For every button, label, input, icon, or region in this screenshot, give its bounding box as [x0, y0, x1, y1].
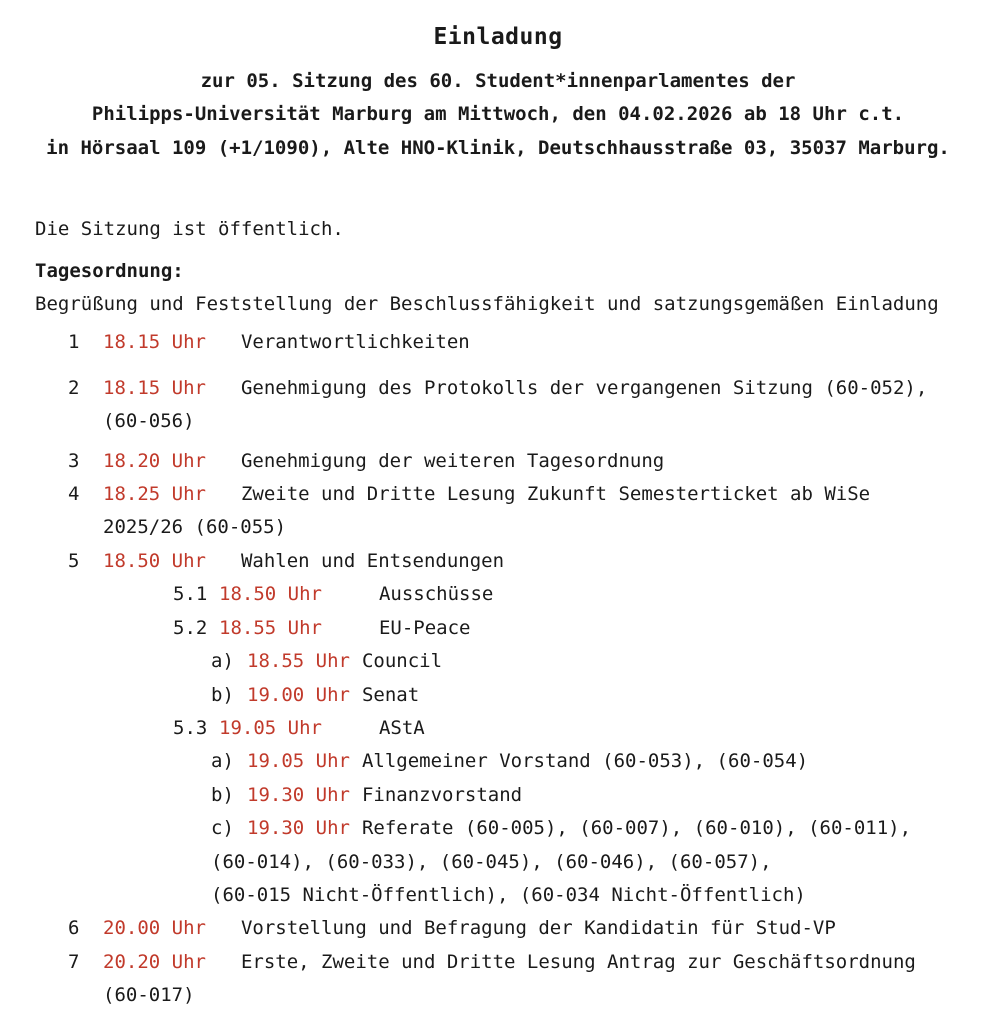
agenda-item-1 — [35, 326, 961, 359]
agenda-item-4 — [35, 478, 961, 545]
agenda-item-main-line — [68, 946, 961, 979]
public-session-note: Die Sitzung ist öffentlich. — [35, 218, 344, 241]
item-text: Verantwortlichkeiten — [240, 331, 470, 354]
agenda-item-main-line — [68, 545, 961, 578]
agenda-item-main-line — [68, 372, 961, 405]
item-time: 20.00 Uhr — [103, 917, 206, 940]
item-text: Genehmigung der weiteren Tagesordnung — [240, 449, 665, 472]
agenda-item-9 — [35, 679, 961, 712]
item-number: 1 — [68, 331, 80, 354]
item-time: 19.05 Uhr — [247, 750, 350, 773]
agenda-item-8 — [35, 645, 961, 678]
agenda-item-main-line — [211, 779, 961, 812]
item-number: c) — [211, 817, 234, 840]
agenda-item-main-line — [211, 745, 961, 778]
item-number: 6 — [68, 917, 80, 940]
agenda-item-7 — [35, 612, 961, 645]
agenda-item-5 — [35, 545, 961, 578]
item-number: 7 — [68, 950, 80, 973]
agenda-item-12 — [35, 779, 961, 812]
item-continuation-line: 2025/26 (60-055) — [103, 516, 287, 539]
agenda-item-11 — [35, 745, 961, 778]
item-number: 3 — [68, 449, 80, 472]
agenda-intro: Begrüßung und Feststellung der Beschlussfähigkeit und satzungsgemäßen Einladung — [35, 293, 939, 316]
agenda-item-main-line — [173, 712, 961, 745]
item-number: 5.3 — [173, 716, 208, 739]
agenda-list — [35, 326, 961, 1012]
item-text: EU-Peace — [378, 616, 471, 639]
item-time: 18.50 Uhr — [219, 583, 322, 606]
agenda-item-main-line — [173, 612, 961, 645]
agenda-item-main-line — [68, 445, 961, 478]
item-time: 18.55 Uhr — [247, 650, 350, 673]
agenda-heading: Tagesordnung: — [35, 259, 184, 282]
agenda-item-main-line — [211, 679, 961, 712]
agenda-item-14 — [35, 912, 961, 945]
item-time: 18.50 Uhr — [103, 549, 206, 572]
item-text: Wahlen und Entsendungen — [240, 549, 505, 572]
item-time: 19.00 Uhr — [247, 683, 350, 706]
item-continuation-line: (60-017) — [103, 984, 195, 1007]
item-text: Allgemeiner Vorstand (60-053), (60-054) — [361, 750, 809, 773]
agenda-item-13 — [35, 812, 961, 912]
agenda-item-2 — [35, 372, 961, 439]
agenda-item-main-line — [173, 578, 961, 611]
subtitle-line-date: Philipps-Universität Marburg am Mittwoch, den 04.02.2026 ab 18 Uhr c.t. — [91, 103, 905, 126]
item-number: 5.1 — [173, 583, 208, 606]
agenda-item-main-line — [68, 326, 961, 359]
item-time: 20.20 Uhr — [103, 950, 206, 973]
item-number: a) — [211, 750, 234, 773]
item-time: 18.15 Uhr — [103, 331, 206, 354]
item-text: Council — [361, 650, 443, 673]
item-continuation-line: (60-014), (60-033), (60-045), (60-046), (60-057), — [211, 850, 772, 873]
agenda-item-15 — [35, 946, 961, 1013]
meeting-subtitle — [35, 65, 961, 165]
item-text: Ausschüsse — [378, 583, 494, 606]
agenda-item-6 — [35, 578, 961, 611]
agenda-item-main-line — [68, 478, 961, 511]
item-time: 19.30 Uhr — [247, 783, 350, 806]
item-continuation-line: (60-015 Nicht-Öffentlich), (60-034 Nicht-Öffentlich) — [211, 883, 806, 906]
item-time: 18.15 Uhr — [103, 376, 206, 399]
item-text: Finanzvorstand — [361, 783, 523, 806]
subtitle-line-location: in Hörsaal 109 (+1/1090), Alte HNO-Klinik, Deutschhausstraße 03, 35037 Marburg. — [46, 136, 950, 159]
item-number: 4 — [68, 483, 80, 506]
item-number: b) — [211, 683, 234, 706]
item-text: Referate (60-005), (60-007), (60-010), (60-011), — [361, 817, 912, 840]
item-text: AStA — [378, 716, 425, 739]
item-number: 5 — [68, 549, 80, 572]
item-number: 5.2 — [173, 616, 208, 639]
item-text: Erste, Zweite und Dritte Lesung Antrag zur Geschäftsordnung — [240, 950, 916, 973]
agenda-item-10 — [35, 712, 961, 745]
item-continuation-line: (60-056) — [103, 410, 195, 433]
agenda-item-main-line — [211, 812, 961, 845]
item-number: b) — [211, 783, 234, 806]
item-time: 18.25 Uhr — [103, 483, 206, 506]
item-time: 18.20 Uhr — [103, 449, 206, 472]
agenda-item-main-line — [68, 912, 961, 945]
agenda-item-3 — [35, 445, 961, 478]
item-text: Senat — [361, 683, 420, 706]
item-time: 19.05 Uhr — [219, 716, 322, 739]
item-time: 18.55 Uhr — [219, 616, 322, 639]
item-number: 2 — [68, 376, 80, 399]
item-time: 19.30 Uhr — [247, 817, 350, 840]
agenda-item-main-line — [211, 645, 961, 678]
item-text: Genehmigung des Protokolls der vergangenen Sitzung (60-052), — [240, 376, 928, 399]
subtitle-line-session: zur 05. Sitzung des 60. Student*innenparlamentes der — [200, 70, 796, 92]
item-number: a) — [211, 650, 234, 673]
item-text: Vorstellung und Befragung der Kandidatin für Stud-VP — [240, 917, 836, 940]
document-title: Einladung — [433, 24, 563, 50]
item-text: Zweite und Dritte Lesung Zukunft Semesterticket ab WiSe — [240, 483, 871, 506]
